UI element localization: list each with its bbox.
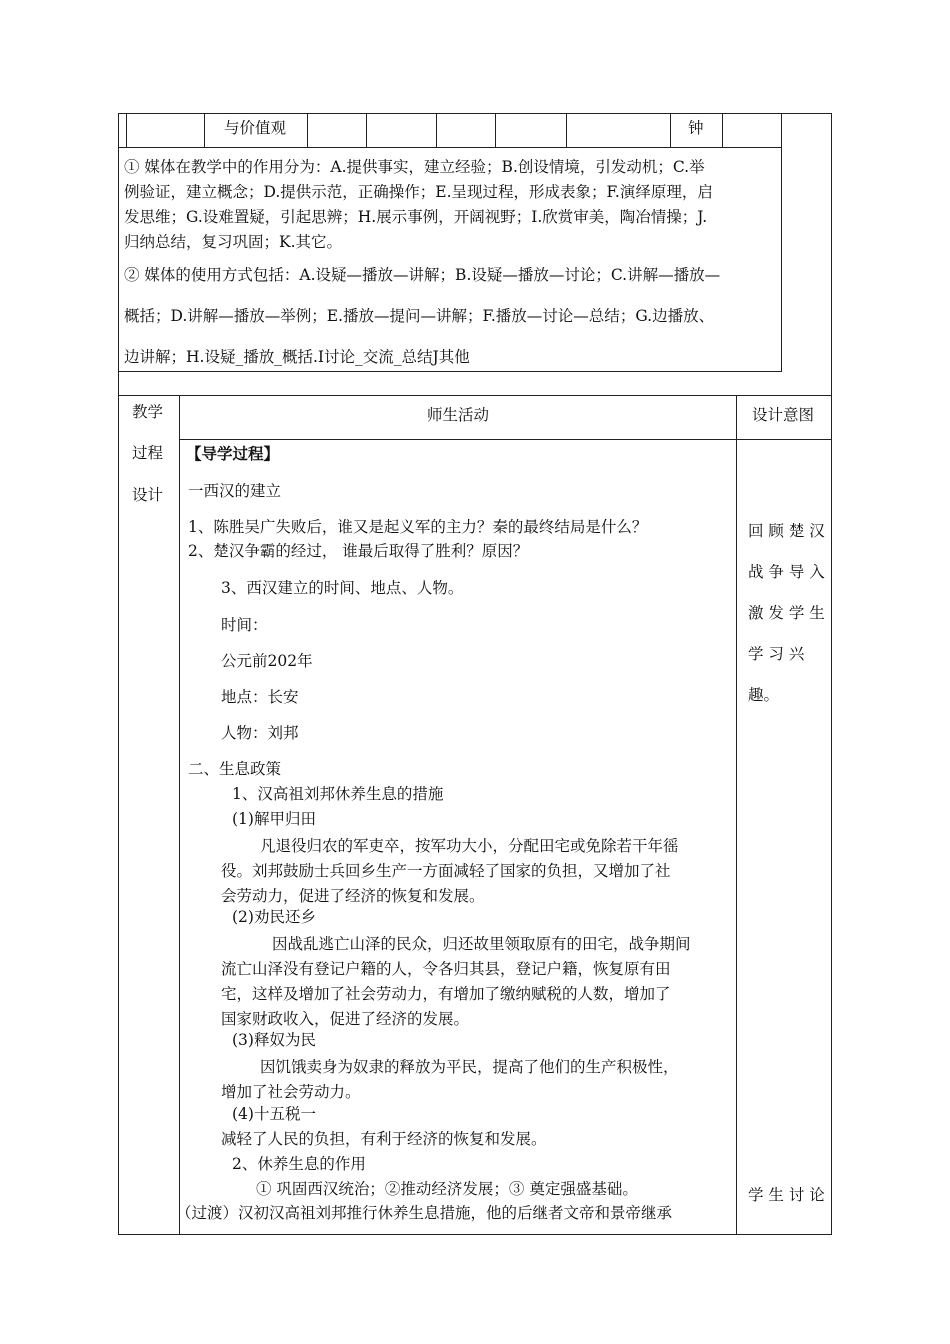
measure-3-title: (3)释奴为民 [232,1031,316,1049]
transition-text: （过渡）汉初汉高祖刘邦推行休养生息措施，他的后继者文帝和景帝继承 [176,1204,673,1222]
intent-line: 激 发 学 生 [748,604,825,622]
measure-4-title: (4)十五税一 [232,1105,316,1123]
top-table [118,113,782,372]
intent-line: 趣。 [748,686,780,704]
part2-title: 二、生息政策 [188,760,282,778]
left-col-label: 设计 [132,486,164,504]
media-roles-line: 发思维；G.设难置疑，引起思辨；H.展示事例，开阔视野；I.欣赏审美，陶冶情操；J. [124,208,708,226]
measure-3-text [221,1055,679,1105]
time-label: 时间： [221,616,268,634]
measure-2-line: 流亡山泽没有登记户籍的人，令各归其县，登记户籍，恢复原有田 [221,960,671,978]
measure-1-title: (1)解甲归田 [232,810,316,828]
person: 人物：刘邦 [221,724,299,742]
measure-2-title: (2)劝民还乡 [232,908,316,926]
media-roles [124,155,713,255]
measure-3-line: 增加了社会劳动力。 [221,1083,361,1101]
measures-title: 1、汉高祖刘邦休养生息的措施 [232,785,444,803]
media-roles-line: ① 媒体在教学中的作用分为：A.提供事实，建立经验；B.创设情境，引发动机；C.举 [124,158,705,176]
measure-2-text [221,932,691,1032]
measure-2-line: 宅，这样及增加了社会劳动力，有增加了缴纳赋税的人数，增加了 [221,985,671,1003]
media-roles-line: 归纳总结，复习巩固；K.其它。 [124,233,343,251]
measure-1-line: 凡退役归农的军吏卒，按军功大小，分配田宅或免除若干年徭 [260,837,679,855]
minute-label: 钟 [688,119,704,137]
intent-line: 学 习 兴 [748,645,805,663]
intent-discussion: 学 生 讨 论 [748,1186,825,1204]
measure-1-line: 会劳动力，促进了经济的恢复和发展。 [221,887,485,905]
media-usage-line: ② 媒体的使用方式包括：A.设疑—播放—讲解；B.设疑—播放—讨论；C.讲解—播放— [124,266,721,284]
main-table [118,395,832,1235]
place: 地点：长安 [221,688,299,706]
media-usage [124,255,720,378]
media-usage-line: 边讲解；H.设疑_播放_概括.I讨论_交流_总结J其他 [124,348,470,366]
effects-text: ① 巩固西汉统治；②推动经济发展；③ 奠定强盛基础。 [256,1180,638,1198]
measure-1-text [221,834,679,909]
media-usage-line: 概括；D.讲解—播放—举例；E.播放—提问—讲解；F.播放—讨论—总结；G.边播放、 [124,307,715,325]
header-activity: 师生活动 [427,406,490,424]
question-2: 2、楚汉争霸的经过， 谁最后取得了胜利？原因？ [188,542,529,560]
section-title: 【导学过程】 [186,444,280,463]
measure-4-text: 减轻了人民的负担，有利于经济的恢复和发展。 [221,1130,547,1148]
question-1: 1、陈胜吴广失败后，谁又是起义军的主力？秦的最终结局是什么？ [188,518,648,536]
measure-2-line: 因战乱逃亡山泽的民众，归还故里领取原有的田宅，战争期间 [272,935,691,953]
value-label: 与价值观 [224,119,287,137]
time-value: 公元前202年 [221,652,313,670]
intent-line: 战 争 导 入 [748,563,825,581]
media-roles-line: 例验证，建立概念；D.提供示范，正确操作；E.呈现过程，形成表象；F.演绎原理，启 [124,183,713,201]
intent-content [748,511,825,716]
measure-2-line: 国家财政收入，促进了经济的发展。 [221,1010,470,1028]
left-col-label: 过程 [132,444,164,462]
intent-line: 回 顾 楚 汉 [748,522,825,540]
measure-3-line: 因饥饿卖身为奴隶的释放为平民，提高了他们的生产积极性， [260,1058,679,1076]
question-3: 3、西汉建立的时间、地点、人物。 [221,579,464,597]
header-intent: 设计意图 [752,406,815,424]
part1-title: 一西汉的建立 [188,482,282,500]
effects-title: 2、休养生息的作用 [232,1155,366,1173]
left-col-label: 教学 [132,403,164,421]
measure-1-line: 役。刘邦鼓励士兵回乡生产一方面减轻了国家的负担，又增加了社 [221,862,671,880]
